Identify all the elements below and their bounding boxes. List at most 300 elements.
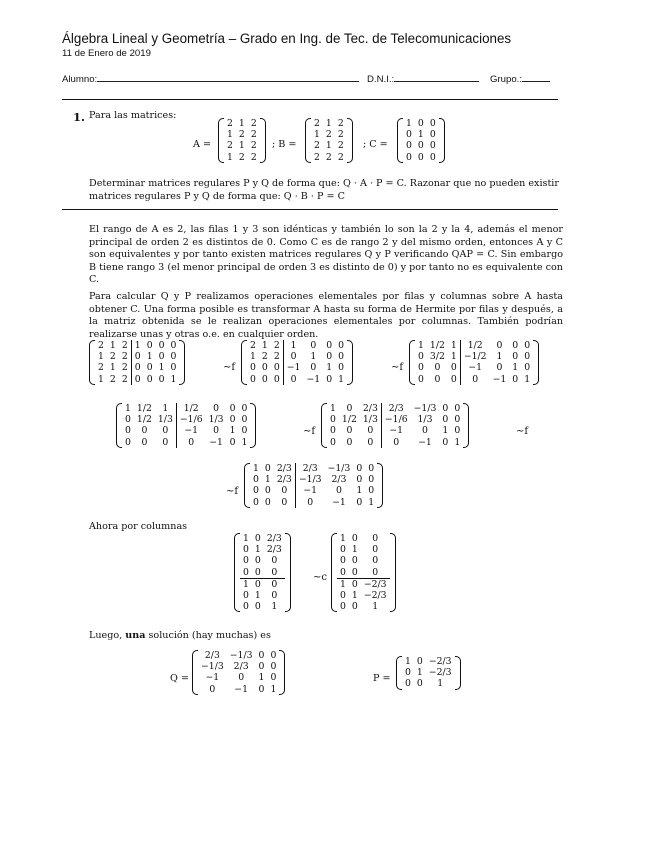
matrix-row [311, 140, 347, 151]
matrix-cell: 0 [512, 373, 519, 385]
matrix-cell: 1 [283, 340, 303, 351]
matrix-cell: 0 [146, 340, 153, 351]
statement-line-1: Determinar matrices regulares P y Q de forma que: Q · A · P = C. Razonar que no pueden existir [89, 178, 559, 189]
matrix-cell: 2 [238, 129, 245, 141]
matrix-cell: −1/3 [413, 403, 437, 414]
matrix-cell: 0 [406, 140, 412, 152]
matrix-grid [337, 533, 390, 612]
matrix-cell: 2 [314, 140, 320, 152]
matrix-row [95, 374, 179, 385]
solution-intro [89, 630, 271, 643]
matrix-cell: 2 [227, 118, 233, 129]
matrix-cell: 2 [250, 151, 257, 163]
matrix-cell: 2 [325, 151, 332, 163]
matrix-row [327, 437, 463, 448]
matrix-row [240, 601, 285, 612]
problem-intro: Para las matrices: [89, 110, 177, 121]
matrix-b [305, 118, 353, 166]
solution-count-text: solución (hay muchas) es [148, 630, 271, 641]
matrix-cell: 1 [496, 351, 503, 363]
matrix-cell: 0 [450, 373, 457, 385]
matrix-cell: 0 [254, 601, 261, 613]
matrix-row [415, 374, 533, 385]
matrix-cell: 0 [454, 425, 461, 437]
matrix-cell: 0 [336, 485, 342, 497]
matrix-cell: 0 [241, 425, 248, 437]
matrix-cell: 0 [254, 555, 261, 567]
matrix-grid [402, 656, 455, 690]
matrix-cell: 0 [254, 533, 261, 544]
matrix-cell: 0 [524, 340, 531, 351]
matrix-grid [95, 340, 179, 385]
matrix-row [198, 650, 279, 661]
matrix-brackets [397, 118, 445, 163]
matrix-cell: 0 [422, 425, 428, 437]
matrix-cell: 0 [356, 463, 363, 474]
matrix-cell: −1 [492, 373, 507, 385]
matrix-cell: 1 [330, 403, 336, 414]
matrix-row [403, 129, 439, 140]
matrix-cell: 2 [250, 140, 257, 152]
alumno-label: Alumno: [62, 74, 98, 85]
matrix-row [122, 425, 250, 436]
mid-rule [62, 209, 558, 210]
matrix-row [247, 374, 347, 385]
matrix-cell: 0 [270, 661, 277, 673]
matrix-cell: 0 [442, 436, 449, 448]
a-label: A = [193, 139, 212, 150]
grupo-field[interactable] [490, 72, 550, 85]
matrix-cell: 0 [351, 566, 358, 578]
row-op-4: ∼f [516, 426, 529, 437]
matrix-cell: 0 [429, 118, 436, 129]
matrix-cell: 0 [252, 578, 264, 590]
matrix-cell: 0 [125, 436, 131, 448]
matrix-cell: 0 [346, 436, 353, 448]
augmented-matrix-3 [409, 340, 539, 388]
col-op: ∼c [313, 572, 327, 583]
matrix-row [240, 578, 285, 590]
matrix-brackets [218, 118, 266, 163]
matrix-cell: 2 [261, 351, 268, 363]
row-op-2: ∼f [391, 362, 404, 373]
matrix-cell: 0 [271, 566, 278, 578]
matrix-cell: 0 [176, 437, 205, 448]
matrix-cell: 0 [141, 436, 148, 448]
matrix-cell: 2 [325, 129, 332, 141]
matrix-cell: −1 [234, 683, 248, 695]
matrix-cell: 0 [367, 425, 374, 437]
matrix-row [415, 351, 533, 362]
matrix-cell: 0 [338, 351, 345, 363]
matrix-grid [311, 118, 347, 163]
matrix-cell: 0 [258, 661, 265, 673]
matrix-cell: 1 [372, 601, 379, 613]
matrix-cell: 2/3 [276, 463, 292, 474]
matrix-grid [403, 118, 439, 163]
matrix-cell: 0 [264, 485, 271, 497]
matrix-cell: 0 [416, 678, 423, 690]
matrix-cell: 0 [213, 425, 220, 437]
matrix-cell: 0 [368, 474, 375, 486]
matrix-row [240, 590, 285, 601]
problem-statement [89, 178, 569, 203]
matrix-cell: 1/3 [417, 414, 433, 426]
matrix-cell: 1 [264, 474, 271, 486]
matrix-cell: 0 [418, 362, 424, 374]
matrix-cell: −2/3 [361, 578, 390, 590]
matrix-cell: 0 [356, 496, 363, 508]
matrix-cell: 0 [351, 555, 358, 567]
matrix-q [192, 650, 285, 698]
matrix-cell: 0 [125, 414, 131, 426]
matrix-cell: 2/3 [295, 463, 324, 474]
matrix-cell: 0 [372, 555, 379, 567]
matrix-cell: 2 [250, 340, 256, 351]
matrix-row [122, 403, 250, 414]
matrix-cell: −1 [460, 362, 489, 373]
matrix-cell: 2/3 [362, 403, 378, 414]
matrix-row [403, 118, 439, 129]
matrix-cell: −1 [205, 672, 220, 684]
matrix-cell: 0 [405, 678, 411, 690]
matrix-cell: 1 [240, 578, 252, 590]
matrix-row [95, 351, 179, 362]
matrix-cell: 2 [121, 351, 128, 363]
matrix-cell: 2 [121, 373, 128, 385]
matrix-cell: 0 [261, 362, 268, 374]
matrix-cell: 0 [406, 129, 412, 141]
matrix-cell: 1 [416, 667, 423, 679]
alumno-field[interactable] [62, 72, 359, 85]
matrix-cell: −2/3 [428, 667, 452, 679]
matrix-cell: 0 [372, 533, 379, 544]
matrix-cell: −1/3 [295, 474, 324, 485]
matrix-cell: 0 [454, 403, 461, 414]
matrix-cell: 0 [381, 437, 410, 448]
matrix-row [327, 425, 463, 436]
matrix-cell: 1 [109, 340, 116, 351]
matrix-cell: 1 [227, 129, 233, 141]
matrix-cell: 1 [406, 118, 412, 129]
matrix-cell: 1 [454, 436, 461, 448]
b-label: ; B = [272, 139, 297, 150]
grupo-line[interactable] [522, 72, 550, 82]
matrix-cell: −1/3 [229, 650, 253, 661]
matrix-cell: 0 [330, 436, 336, 448]
matrix-cell: −1/3 [327, 463, 351, 474]
matrix-grid [240, 533, 285, 612]
matrix-cell: 0 [273, 373, 280, 385]
matrix-cell: 0 [250, 373, 256, 385]
matrix-row [95, 362, 179, 373]
statement-line-2: matrices regulares P y Q de forma que: Q · B · P = C [89, 190, 345, 202]
matrix-row [198, 684, 279, 695]
matrix-cell: 0 [229, 403, 236, 414]
matrix-cell: 0 [442, 414, 449, 426]
matrix-brackets [409, 340, 539, 385]
matrix-row [337, 590, 390, 601]
matrix-cell: 0 [170, 340, 177, 351]
matrix-cell: 2 [109, 373, 116, 385]
matrix-c [397, 118, 445, 166]
matrix-cell: 0 [229, 414, 236, 426]
matrix-row [337, 533, 390, 544]
matrix-cell: −1 [306, 373, 321, 385]
problem-number: 1. [73, 110, 86, 124]
matrix-cell: 1 [229, 425, 236, 437]
matrix-row [337, 544, 390, 555]
matrix-cell: 0 [141, 425, 148, 437]
matrix-grid [122, 403, 250, 448]
matrix-a [218, 118, 266, 166]
matrix-cell: 2 [109, 351, 116, 363]
matrix-cell: 0 [429, 140, 436, 152]
matrix-cell: 1 [405, 656, 411, 667]
matrix-cell: 2/3 [266, 533, 282, 544]
matrix-row [337, 567, 390, 579]
matrix-cell: 2 [98, 340, 104, 351]
matrix-cell: −1 [332, 496, 346, 508]
matrix-cell: −1/6 [176, 414, 205, 425]
matrix-grid [198, 650, 279, 695]
matrix-cell: 1 [125, 403, 131, 414]
matrix-cell: 0 [340, 566, 346, 578]
matrix-row [250, 463, 377, 474]
matrix-cell: 0 [243, 601, 249, 613]
matrix-cell: 0 [512, 340, 519, 351]
matrix-cell: 1 [261, 340, 268, 351]
matrix-cell: 0 [429, 129, 436, 141]
matrix-cell: 0 [310, 362, 317, 374]
matrix-row [122, 414, 250, 425]
matrix-brackets [241, 340, 353, 385]
matrix-cell: 0 [281, 485, 288, 497]
matrix-cell: 0 [243, 544, 249, 556]
matrix-cell: 2/3 [276, 474, 292, 486]
column-matrix-2 [331, 533, 396, 615]
matrix-cell: 0 [338, 362, 345, 374]
matrix-cell: 0 [254, 566, 261, 578]
matrix-cell: 1 [109, 362, 116, 374]
matrix-brackets [234, 533, 291, 612]
matrix-cell: 2/3 [381, 403, 410, 414]
matrix-cell: 1 [417, 129, 424, 141]
matrix-row [337, 601, 390, 612]
matrix-cell: 1 [271, 601, 278, 613]
dni-label: D.N.I.: [367, 74, 395, 85]
matrix-cell: 1 [325, 118, 332, 129]
matrix-cell: 1/3 [208, 414, 224, 426]
matrix-cell: 1 [243, 533, 249, 544]
matrix-cell: 0 [125, 425, 131, 437]
matrix-cell: 2 [337, 151, 344, 163]
matrix-cell: 1 [98, 373, 104, 385]
matrix-row [337, 555, 390, 566]
matrix-cell: 0 [213, 403, 220, 414]
matrix-cell: −1 [283, 362, 303, 373]
matrix-cell: 2/3 [266, 544, 282, 556]
matrix-cell: 0 [417, 118, 424, 129]
matrix-grid [250, 463, 377, 508]
matrix-cell: 1 [450, 351, 457, 363]
matrix-row [247, 351, 347, 362]
matrix-row [402, 656, 455, 667]
matrix-grid [247, 340, 347, 385]
matrix-cell: 1 [238, 118, 245, 129]
matrix-grid [415, 340, 533, 385]
matrix-cell: 0 [340, 601, 346, 613]
matrix-cell: −1/2 [460, 351, 489, 362]
matrix-cell: 0 [241, 414, 248, 426]
matrix-cell: 2 [238, 151, 245, 163]
matrix-cell: 1 [356, 485, 363, 497]
augmented-matrix-1 [89, 340, 185, 388]
matrix-cell: 0 [253, 474, 259, 486]
matrix-cell: 0 [253, 485, 259, 497]
matrix-row [122, 437, 250, 448]
matrix-cell: 0 [131, 362, 143, 373]
matrix-cell: 0 [367, 436, 374, 448]
matrix-cell: 0 [454, 414, 461, 426]
matrix-row [247, 340, 347, 351]
matrix-row [403, 140, 439, 151]
matrix-cell: 0 [356, 474, 363, 486]
matrix-cell: 0 [270, 650, 277, 661]
matrix-cell: 0 [326, 373, 333, 385]
matrix-cell: 0 [264, 463, 271, 474]
matrix-row [95, 340, 179, 351]
matrix-cell: 2/3 [204, 650, 220, 661]
matrix-cell: 0 [261, 373, 268, 385]
matrix-row [327, 414, 463, 425]
grupo-label: Grupo.: [490, 74, 522, 85]
matrix-row [402, 678, 455, 689]
matrix-cell: 1/2 [429, 340, 445, 351]
matrix-cell: −1 [381, 425, 410, 436]
matrix-row [337, 578, 390, 590]
matrix-brackets [321, 403, 469, 448]
matrix-row [311, 152, 347, 163]
matrix-cell: 2 [337, 118, 344, 129]
matrix-cell: 0 [131, 351, 143, 362]
matrix-row [311, 129, 347, 140]
matrix-row [224, 129, 260, 140]
alumno-line[interactable] [97, 72, 359, 82]
matrix-cell: 1 [162, 403, 169, 414]
exam-date: 11 de Enero de 2019 [62, 48, 151, 59]
matrix-cell: 0 [310, 340, 317, 351]
matrix-cell: 0 [418, 373, 424, 385]
p-label: P = [373, 673, 391, 684]
matrix-cell: −1 [209, 436, 223, 448]
matrix-cell: 0 [162, 436, 169, 448]
matrix-cell: 2 [121, 362, 128, 374]
row-op-1: ∼f [223, 362, 236, 373]
matrix-cell: 1 [340, 533, 346, 544]
matrix-cell: 0 [340, 544, 346, 556]
matrix-cell: −2/3 [363, 590, 387, 602]
matrix-cell: 0 [158, 340, 165, 351]
matrix-cell: 0 [162, 425, 169, 437]
matrix-p [396, 656, 461, 693]
matrix-cell: 2 [250, 118, 257, 129]
matrix-cell: 1 [253, 463, 259, 474]
matrix-cell: 0 [264, 496, 271, 508]
matrix-brackets [331, 533, 396, 612]
matrix-cell: 1 [238, 140, 245, 152]
matrix-cell: 0 [417, 140, 424, 152]
matrix-row [240, 555, 285, 566]
matrix-cell: 0 [326, 340, 333, 351]
matrix-cell: 2/3 [233, 661, 249, 673]
matrix-cell: 2 [314, 151, 320, 163]
matrix-cell: 0 [229, 436, 236, 448]
matrix-row [224, 140, 260, 151]
matrix-cell: 0 [271, 555, 278, 567]
matrix-cell: 2 [250, 129, 257, 141]
matrix-cell: 0 [146, 373, 153, 385]
matrix-row [198, 661, 279, 672]
matrix-cell: 0 [131, 374, 143, 385]
matrix-cell: 1 [450, 340, 457, 351]
matrix-cell: −1 [176, 425, 205, 436]
matrix-row [240, 544, 285, 555]
matrix-cell: 0 [349, 578, 361, 590]
matrix-cell: 1 [418, 340, 424, 351]
matrix-cell: 1 [337, 578, 349, 590]
top-rule [62, 99, 558, 100]
matrix-row [415, 362, 533, 373]
matrix-cell: 0 [158, 351, 165, 363]
matrix-cell: 0 [496, 362, 503, 374]
matrix-cell: 2 [337, 129, 344, 141]
matrix-cell: 0 [434, 362, 441, 374]
matrix-cell: 1 [254, 590, 261, 602]
matrix-cell: 0 [338, 340, 345, 351]
c-label: ; C = [363, 139, 388, 150]
matrix-cell: 0 [417, 151, 424, 163]
matrix-cell: 0 [146, 362, 153, 374]
augmented-matrix-5 [321, 403, 469, 451]
matrix-cell: 0 [434, 373, 441, 385]
matrix-cell: 1 [351, 544, 358, 556]
matrix-cell: 1 [368, 496, 375, 508]
matrix-cell: 0 [170, 362, 177, 374]
matrix-cell: 0 [460, 374, 489, 385]
column-matrix-1 [234, 533, 291, 615]
matrix-cell: 0 [351, 601, 358, 613]
q-label: Q = [170, 673, 189, 684]
matrix-cell: 0 [372, 544, 379, 556]
matrix-brackets [116, 403, 256, 448]
dni-field[interactable] [367, 72, 479, 85]
dni-line[interactable] [394, 72, 479, 82]
matrix-cell: 1 [254, 544, 261, 556]
matrix-cell: 1 [524, 373, 531, 385]
matrix-cell: 1/3 [157, 414, 173, 426]
matrix-cell: 0 [264, 578, 285, 590]
solution-text [89, 224, 563, 345]
matrix-brackets [192, 650, 285, 695]
matrix-row [327, 403, 463, 414]
solution-paragraph-2: Para calcular Q y P realizamos operaciones elementales por filas y columnas sobre A hasta obtener C. Una forma posible es transformar A hasta su forma de Hermite por filas y después, a la matriz obtenida se le realizan operaciones elementales por columnas. También podrían realizarse unas y otras o.e. en cualquier orden. [89, 290, 563, 340]
columns-label: Ahora por columnas [89, 521, 188, 532]
matrix-cell: 0 [406, 151, 412, 163]
matrix-cell: 1 [158, 362, 165, 374]
matrix-cell: 0 [524, 351, 531, 363]
matrix-cell: 0 [405, 667, 411, 679]
